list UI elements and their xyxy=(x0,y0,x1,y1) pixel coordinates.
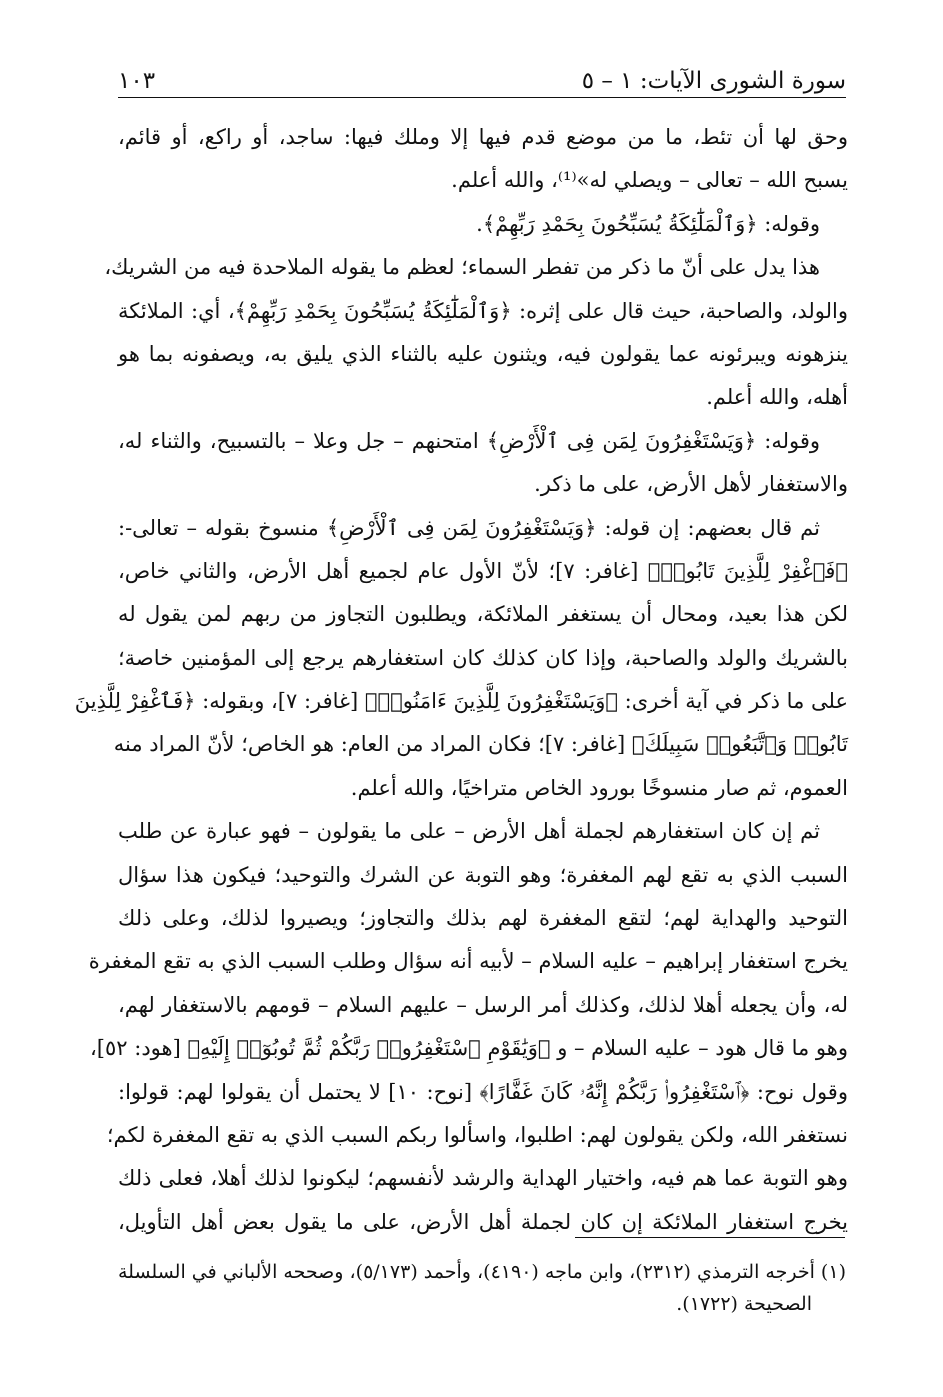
text-line: يسبح الله – تعالى – ويصلي له»⁽¹⁾، والله أعلم. xyxy=(451,168,848,193)
text-line: بالشريك والولد والصاحبة، وإذا كان كذلك كان استغفارهم يرجع إلى المؤمنين خاصة؛ xyxy=(118,645,848,670)
footnote-rule xyxy=(575,1237,845,1238)
text-line: التوحيد والهداية لهم؛ لتقع المغفرة لهم بذلك والتجاوز؛ ويصيروا لذلك، وعلى ذلك xyxy=(118,906,848,931)
text-line: ينزهونه ويبرئونه عما يقولون فيه، ويثنون عليه بالثناء الذي يليق به، ويصفونه بما هو xyxy=(118,341,848,366)
text-line: وهو التوبة عما هم فيه، واختيار الهداية والرشد لأنفسهم؛ ليكونوا لذلك أهلا، فعلى ذلك xyxy=(118,1166,848,1191)
footnote xyxy=(118,1256,846,1320)
text-line: على ما ذكر في آية أخرى: ﴿وَيَسْتَغْفِرُونَ لِلَّذِينَ ءَامَنُوا۟﴾ [غافر: ٧]، وبقوله: ﴿فَٱغْفِرْ لِلَّذِينَ xyxy=(74,689,848,714)
text-line: وقوله: ﴿وَيَسْتَغْفِرُونَ لِمَن فِى ٱلْأَرْضِ﴾ امتحنهم – جل وعلا – بالتسبيح، والثناء له، xyxy=(118,428,820,453)
text-line: تَابُوا۟ وَٱتَّبَعُوا۟ سَبِيلَكَ﴾ [غافر: ٧]؛ فكان المراد من العام: هو الخاص؛ لأنّ المراد منه xyxy=(113,732,848,757)
page-header xyxy=(118,58,846,94)
running-title: سورة الشورى الآيات: ١ – ٥ xyxy=(581,68,846,94)
footnote-line-2: الصحيحة (١٧٢٢). xyxy=(676,1293,812,1315)
text-line: والاستغفار لأهل الأرض، على ما ذكر. xyxy=(534,472,848,497)
text-line: ثم إن كان استغفارهم لجملة أهل الأرض – على ما يقولون – فهو عبارة عن طلب xyxy=(118,819,820,844)
text-line: لكن هذا بعيد، ومحال أن يستغفر الملائكة، ويطلبون التجاوز من ربهم لمن يقول له xyxy=(118,602,848,627)
text-line: وهو ما قال هود – عليه السلام – و ﴿وَيَٰقَوْمِ ٱسْتَغْفِرُوا۟ رَبَّكُمْ ثُمَّ تُوبُوٓا۟ إِلَيْهِ﴾ [هود: ٥٢]، xyxy=(90,1036,848,1061)
text-line: العموم، ثم صار منسوخًا بورود الخاص متراخيًا، والله أعلم. xyxy=(350,775,848,800)
header-rule xyxy=(118,97,846,98)
text-line: يخرج استغفار إبراهيم – عليه السلام – لأبيه أنه سؤال وطلب السبب الذي به تقع المغفرة xyxy=(88,949,848,974)
text-line: والولد، والصاحبة، حيث قال على إثره: ﴿وَٱلْمَلَٰٓئِكَةُ يُسَبِّحُونَ بِحَمْدِ رَبِّهِمْ﴾، أي: الملائكة xyxy=(118,298,848,323)
text-line: نستغفر الله، ولكن يقولون لهم: اطلبوا، واسألوا ربكم السبب الذي به تقع المغفرة لكم؛ xyxy=(106,1122,848,1147)
text-line: له، وأن يجعله أهلا لذلك، وكذلك أمر الرسل – عليهم السلام – قومهم بالاستغفار لهم، xyxy=(118,992,848,1017)
footnote-line-1: (١) أخرجه الترمذي (٢٣١٢)، وابن ماجه (٤١٩٠)، وأحمد (٥/١٧٣)، وصححه الألباني في السلسلة xyxy=(118,1261,846,1283)
text-line: السبب الذي به تقع لهم المغفرة؛ وهو التوبة عن الشرك والتوحيد؛ فيكون هذا سؤال xyxy=(118,862,848,887)
text-line: وقوله: ﴿وَٱلْمَلَٰٓئِكَةُ يُسَبِّحُونَ بِحَمْدِ رَبِّهِمْ﴾. xyxy=(476,211,820,236)
text-line: ﴿فَٱغْفِرْ لِلَّذِينَ تَابُوا۟﴾ [غافر: ٧]؛ لأنّ الأول عام لجميع أهل الأرض، والثاني خاص، xyxy=(118,558,848,583)
text-line: ثم قال بعضهم: إن قوله: ﴿وَيَسْتَغْفِرُونَ لِمَن فِى ٱلْأَرْضِ﴾ منسوخ بقوله – تعالى-: xyxy=(118,515,820,540)
text-line: هذا يدل على أنّ ما ذكر من تفطر السماء؛ لعظم ما يقوله الملاحدة فيه من الشريك، xyxy=(104,255,820,280)
page-body-text xyxy=(74,116,848,1244)
text-line: أهله، والله أعلم. xyxy=(706,385,848,410)
text-line: يخرج استغفار الملائكة إن كان لجملة أهل الأرض، على ما يقول بعض أهل التأويل، xyxy=(118,1209,848,1234)
text-line: وقول نوح: ﴿ٱسْتَغْفِرُوا۟ رَبَّكُمْ إِنَّهُۥ كَانَ غَفَّارًا﴾ [نوح: ١٠] لا يحتمل أن يقولوا لهم: قولوا: xyxy=(118,1079,848,1104)
page-number: ١٠٣ xyxy=(118,68,156,94)
text-line: وحق لها أن تئط، ما من موضع قدم فيها إلا وملك فيها: ساجد، أو راكع، أو قائم، xyxy=(118,125,848,149)
